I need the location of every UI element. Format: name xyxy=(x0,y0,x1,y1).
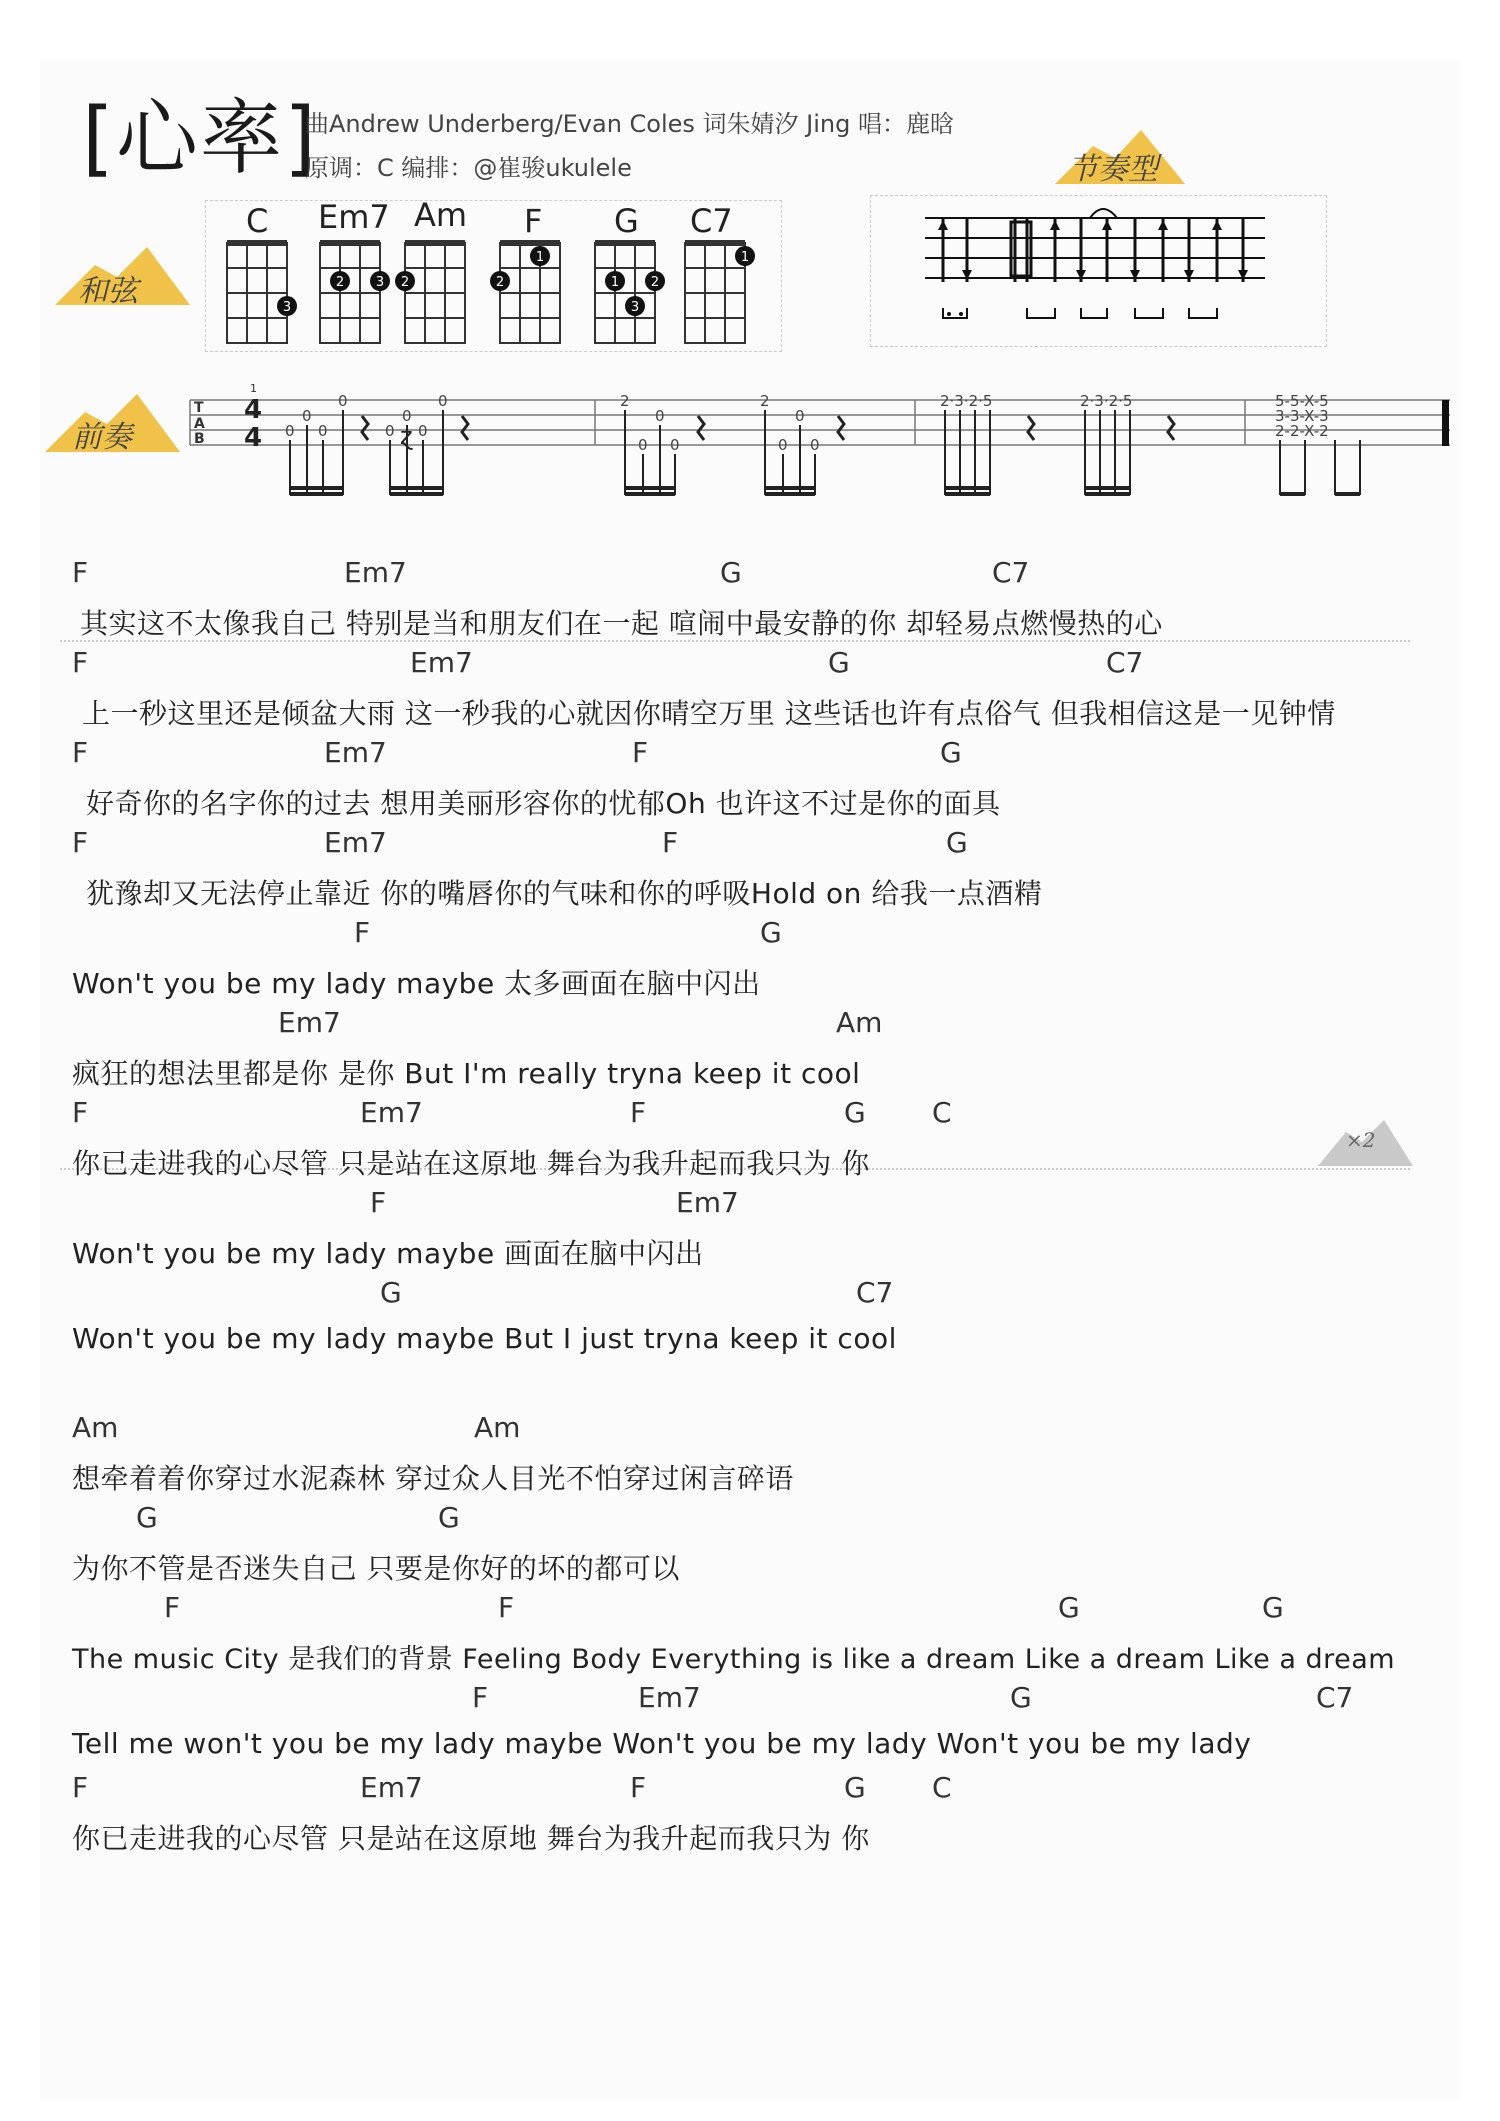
chord-label: F xyxy=(72,646,89,679)
chord-tag-label: 和弦 xyxy=(78,274,138,309)
chord-label: Am xyxy=(474,1411,521,1444)
svg-text:2: 2 xyxy=(335,275,345,290)
chord-label: F xyxy=(72,1096,89,1129)
tab-fret: 0 xyxy=(655,407,665,425)
chord-label: C7 xyxy=(992,556,1030,589)
credits-line-1: 曲Andrew Underberg/Evan Coles 词朱婧汐 Jing 唱：鹿晗 xyxy=(305,110,955,138)
chord-label: G xyxy=(1058,1591,1080,1624)
strum-pattern-diagram xyxy=(925,200,1275,340)
chord-label: C7 xyxy=(1106,646,1144,679)
lyric-text: Won't you be my lady maybe 画面在脑中闪出 xyxy=(72,1237,704,1270)
chord-name-em7: Em7 xyxy=(318,198,390,236)
lyric-text: 好奇你的名字你的过去 想用美丽形容你的忧郁Oh 也许这不过是你的面具 xyxy=(86,787,1001,820)
chord-label: Am xyxy=(72,1411,119,1444)
chord-label: F xyxy=(72,1771,89,1804)
tab-fret: 0 xyxy=(795,407,805,425)
chord-label: C xyxy=(932,1771,952,1804)
tab-fret: 0 xyxy=(638,436,648,454)
lyric-text: 想牵着着你穿过水泥森林 穿过众人目光不怕穿过闲言碎语 xyxy=(72,1462,794,1495)
svg-text:1: 1 xyxy=(535,250,545,265)
chord-label: Em7 xyxy=(344,556,407,589)
svg-text:3: 3 xyxy=(375,275,385,290)
chord-label: F xyxy=(472,1681,489,1714)
tab-fret: 0 xyxy=(438,392,448,410)
tab-fret: 0 xyxy=(318,422,328,440)
chord-label: G xyxy=(438,1501,460,1534)
intro-tab-staff xyxy=(180,380,1470,510)
tab-fret: 0 xyxy=(778,436,788,454)
strum-tag-label: 节奏型 xyxy=(1068,152,1158,187)
svg-text:ɀ: ɀ xyxy=(400,422,413,450)
intro-tag-label: 前奏 xyxy=(72,420,132,455)
tab-fret: 0 xyxy=(402,407,412,425)
tab-fret: 0 xyxy=(338,392,348,410)
chord-label: Em7 xyxy=(278,1006,341,1039)
repeat-tag-label: ×2 xyxy=(1346,1128,1376,1152)
chord-label: Em7 xyxy=(410,646,473,679)
chord-label: G xyxy=(1262,1591,1284,1624)
chord-name-c7: C7 xyxy=(690,202,733,240)
chord-label: F xyxy=(72,826,89,859)
chord-name-c: C xyxy=(246,202,269,240)
chord-label: G xyxy=(844,1771,866,1804)
svg-text:3: 3 xyxy=(630,300,640,315)
tab-fret: 0 xyxy=(285,422,295,440)
lyric-text: 其实这不太像我自己 特别是当和朋友们在一起 喧闹中最安静的你 却轻易点燃慢热的心 xyxy=(80,607,1163,640)
chord-label: G xyxy=(828,646,850,679)
chord-label: C7 xyxy=(1316,1681,1354,1714)
chord-label: C xyxy=(932,1096,952,1129)
tab-clef-a: A xyxy=(194,416,205,432)
lyric-text: 你已走进我的心尽管 只是站在这原地 舞台为我升起而我只为 你 xyxy=(72,1147,870,1180)
lyric-text: Won't you be my lady maybe But I just tryna keep it cool xyxy=(72,1322,897,1355)
lyric-text: 疯狂的想法里都是你 是你 But I'm really tryna keep it cool xyxy=(72,1057,861,1090)
tab-clef-t: T xyxy=(194,400,204,416)
chord-label: Am xyxy=(836,1006,883,1039)
chord-name-f: F xyxy=(524,202,543,240)
chord-label: G xyxy=(760,916,782,949)
chord-label: G xyxy=(380,1276,402,1309)
chord-label: G xyxy=(720,556,742,589)
chord-label: G xyxy=(1010,1681,1032,1714)
chord-label: Em7 xyxy=(360,1096,423,1129)
tab-measure-number: 1 xyxy=(250,382,257,395)
tab-fret: 2·3·2·5 xyxy=(1080,392,1133,410)
chord-label: F xyxy=(72,736,89,769)
chord-label: G xyxy=(940,736,962,769)
chord-label: Em7 xyxy=(324,736,387,769)
tab-fret: 2-2-X-2 xyxy=(1275,422,1329,440)
chord-label: F xyxy=(370,1186,387,1219)
chord-label: Em7 xyxy=(676,1186,739,1219)
tab-fret: 5-5-X-5 xyxy=(1275,392,1329,410)
chord-name-g: G xyxy=(614,202,639,240)
svg-text:1: 1 xyxy=(610,275,620,290)
chord-name-am: Am xyxy=(414,196,468,234)
song-title: [心率] xyxy=(82,91,318,186)
tab-fret: 0 xyxy=(670,436,680,454)
tab-time-bottom: 4 xyxy=(244,423,263,453)
chord-label: F xyxy=(72,556,89,589)
chord-label: F xyxy=(164,1591,181,1624)
chord-label: G xyxy=(946,826,968,859)
tab-fret: 2 xyxy=(620,392,630,410)
chord-label: C7 xyxy=(856,1276,894,1309)
credits-line-2: 原调：C 编排：@崔骏ukulele xyxy=(305,154,632,182)
lyric-text: The music City 是我们的背景 Feeling Body Everything is like a dream Like a dream Like a dream xyxy=(72,1644,1396,1675)
chord-label: Em7 xyxy=(360,1771,423,1804)
chord-label: F xyxy=(498,1591,515,1624)
tab-clef-b: B xyxy=(194,431,205,447)
chord-label: Em7 xyxy=(638,1681,701,1714)
chord-label: F xyxy=(630,1771,647,1804)
tab-fret: 3-3-X-3 xyxy=(1275,407,1329,425)
chord-label: Em7 xyxy=(324,826,387,859)
chord-label: F xyxy=(632,736,649,769)
lyric-text: Won't you be my lady maybe 太多画面在脑中闪出 xyxy=(72,967,761,1000)
chord-label: G xyxy=(844,1096,866,1129)
svg-text:2: 2 xyxy=(495,275,505,290)
chord-label: F xyxy=(354,916,371,949)
chord-label: F xyxy=(630,1096,647,1129)
lyric-text: 你已走进我的心尽管 只是站在这原地 舞台为我升起而我只为 你 xyxy=(72,1822,870,1855)
tab-fret: 0 xyxy=(418,422,428,440)
chord-grids xyxy=(215,238,775,350)
svg-text:2: 2 xyxy=(650,275,660,290)
lyric-text: 犹豫却又无法停止靠近 你的嘴唇你的气味和你的呼吸Hold on 给我一点酒精 xyxy=(86,877,1043,910)
tab-fret: 2 xyxy=(760,392,770,410)
svg-text:1: 1 xyxy=(740,250,750,265)
lyric-text: Tell me won't you be my lady maybe Won't you be my lady Won't you be my lady xyxy=(72,1727,1252,1760)
tab-fret: 0 xyxy=(302,407,312,425)
svg-text:3: 3 xyxy=(282,300,292,315)
tab-fret: 0 xyxy=(810,436,820,454)
svg-text:2: 2 xyxy=(400,275,410,290)
lyric-text: 上一秒这里还是倾盆大雨 这一秒我的心就因你晴空万里 这些话也许有点俗气 但我相信这是一见钟情 xyxy=(82,697,1336,730)
tab-fret: 2·3·2·5 xyxy=(940,392,993,410)
chord-label: F xyxy=(662,826,679,859)
chord-label: G xyxy=(136,1501,158,1534)
lyric-text: 为你不管是否迷失自己 只要是你好的坏的都可以 xyxy=(72,1552,680,1585)
tab-time-top: 4 xyxy=(244,395,263,425)
tab-fret: 0 xyxy=(385,422,395,440)
